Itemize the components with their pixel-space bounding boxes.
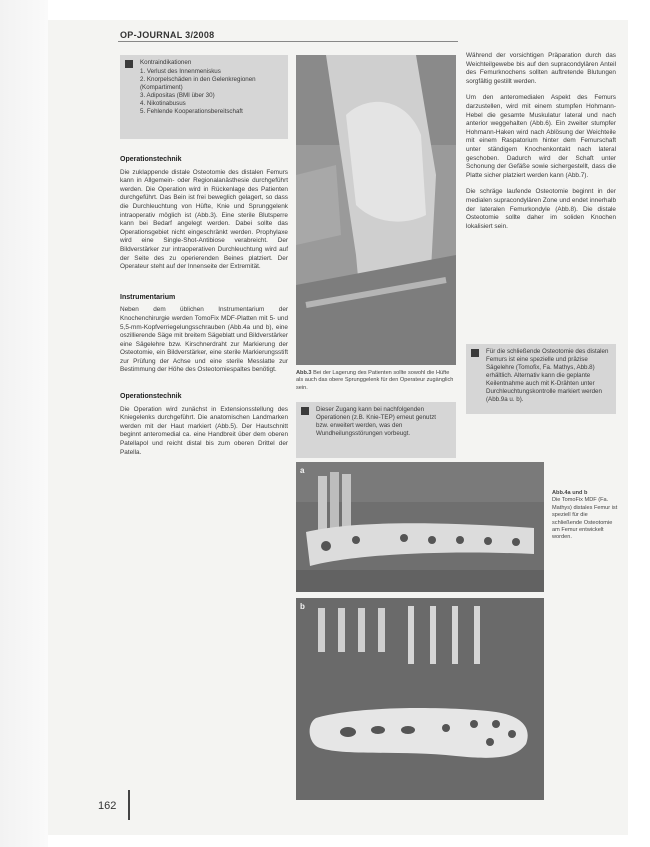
binding-edge bbox=[0, 0, 48, 847]
contraindication-item: 2. Knorpelschäden in den Gelenkregionen (Kompartiment) bbox=[140, 76, 256, 91]
left-column bbox=[120, 148, 288, 465]
header-rule bbox=[118, 41, 458, 42]
figure-3-caption bbox=[296, 370, 456, 392]
figure-3-photo bbox=[296, 55, 456, 365]
note-box bbox=[296, 402, 456, 458]
figure-label: Abb.3 bbox=[296, 370, 312, 376]
figure-4b-photo bbox=[296, 598, 544, 800]
note-text: Dieser Zugang kann bei nachfolgenden Operationen (z.B. Knie-TEP) erneut genutzt bzw. erweitert werden, was den Wundheilungsstörungen vorbeugt. bbox=[316, 406, 437, 437]
page-number-bar bbox=[128, 790, 130, 820]
box-bullet-icon bbox=[471, 349, 479, 357]
caption-text: Bei der Lagerung des Patienten sollte sowohl die Hüfte als auch das obere Sprunggelenk für den Operateur zugänglich sein. bbox=[296, 370, 454, 391]
paragraph: Die schräge laufende Osteotomie beginnt in der medialen supracondylären Zone und endet innerhalb der lateralen Femurkondyle (Abb.8). Die distale Osteotomie sollte daher im soliden Knochen lokalisiert sein. bbox=[466, 188, 616, 230]
figure-4a-photo bbox=[296, 462, 544, 592]
note-text: Für die schließende Osteotomie des distalen Femurs ist eine spezielle und präzise Sägelehre (Tomofix, Fa. Mathys, Abb.8) erhältlich. Alternativ kann die geplante Keilentnahme auch mit K-Drähten unter Durchleuchtungskontrolle markiert werden (Abb.9a u. b). bbox=[486, 348, 609, 403]
contraindication-item: 5. Fehlende Kooperationsbereitschaft bbox=[140, 108, 243, 115]
section-heading: Instrumentarium bbox=[120, 293, 176, 301]
figure-label: Abb.4a und b bbox=[552, 490, 588, 496]
figure-4-caption bbox=[552, 490, 618, 542]
box-bullet-icon bbox=[301, 407, 309, 415]
note-box-right bbox=[466, 344, 616, 414]
journal-header: OP-JOURNAL 3/2008 bbox=[120, 30, 215, 40]
contraindications-box bbox=[120, 55, 288, 139]
section-heading: Operationstechnik bbox=[120, 393, 182, 401]
paragraph: Während der vorsichtigen Präparation durch das Weichteilgewebe bis auf den supracondylären Anteil des Femurknochens sollten auftretende Blutungen sorgfältig gestillt werden. bbox=[466, 52, 616, 85]
paragraph: Neben dem üblichen Instrumentarium der Knochenchirurgie werden TomoFix MDF-Platten mit 5- und 5,5-mm-Kopfverriegelungsschrauben (Abb.4a und b), eine oszillierende Säge mit breitem Sägeblatt und Bildverstärker eine Sägelehre bzw. Kirschnerdraht zur Markierung der Osteotomie, ein Bildverstärker, eine sterile Markierungsstift zur Prüfung der Achse und eine sterile Messlatte zur Bestimmung der Höhe des Osteotomiespaltes benötigt. bbox=[120, 306, 288, 374]
box-bullet-icon bbox=[125, 60, 133, 68]
page-number: 162 bbox=[98, 800, 117, 812]
figure-4a-letter: a bbox=[300, 466, 305, 475]
contraindication-item: 3. Adipositas (BMI über 30) bbox=[140, 92, 215, 99]
figure-4b-letter: b bbox=[300, 602, 305, 611]
section-heading: Operationstechnik bbox=[120, 156, 182, 163]
paragraph: Um den anteromedialen Aspekt des Femurs darzustellen, wird mit einem stumpfen Hohmann-Hebel die gesamte Muskulatur lateral und nach anterior weggehalten (Abb.6). Ein zweiter stumpfer Hohmann-Haken wird nach Ablösung der Weichteile mit einem Raspatorium hinter dem Femurschaft unter ständigem Knochenkontakt nach lateral geschoben. Dadurch wird der Schaft unter Schonung der Gefäße sowie sichergestellt, dass die Platte sicher platziert werden kann (Abb.7). bbox=[466, 94, 616, 179]
paragraph: Die zuklappende distale Osteotomie des distalen Femurs kann in Allgemein- oder Regionalanästhesie durchgeführt werden. Die Operation wird in Rückenlage des Patienten durchgeführt. Das Bein ist frei beweglich gelagert, so dass die Durchleuchtung von Hüfte, Knie und Sprunggelenk intraoperativ möglich ist (Abb.3). Eine sterile Blutsperre kann bei Bedarf angelegt werden. Dabei sollte das Operationsgebiet nicht eingeschränkt werden. Prophylaxe wird eine Single-Shot-Antibiose verabreicht. Der Bildverstärker zur intraoperativen Durchleuchtung wird auf der Seite des zu operierenden Beines platziert. Der Operateur steht auf der Innenseite der Extremität. bbox=[120, 168, 288, 271]
paragraph: Die Operation wird zunächst in Extensionsstellung des Kniegelenks durchgeführt. Die anatomischen Landmarken werden mit der Haut markiert (Abb.5). Der Hautschnitt beginnt anteromedial ca. eine Handbreit über dem oberen Patellapol und reicht distal bis zum oberen Drittel der Patella. bbox=[120, 405, 288, 456]
contraindication-item: 4. Nikotinabusus bbox=[140, 100, 186, 107]
contraindication-item: 1. Verlust des Innenmeniskus bbox=[140, 68, 221, 75]
right-column bbox=[466, 52, 616, 239]
contraindications-title: Kontraindikationen bbox=[140, 59, 192, 66]
caption-text: Die TomoFix MDF (Fa. Mathys) distales Femur ist speziell für die schließende Osteotomie am Femur entwickelt worden. bbox=[552, 497, 618, 541]
